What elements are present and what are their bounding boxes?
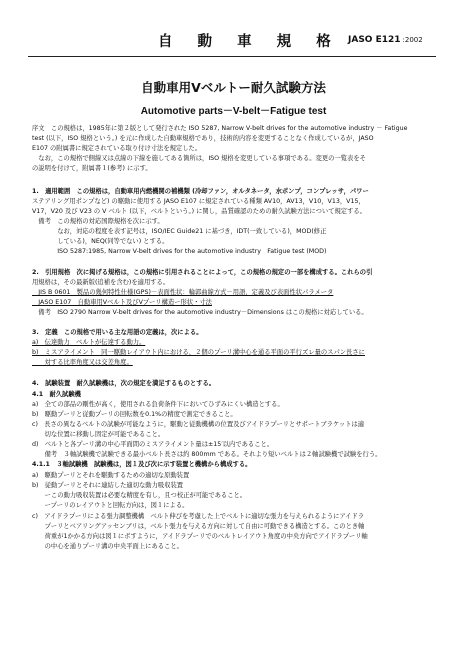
reference-jaso: JASO E107 自動車用Vベルト及びVプーリ構造ー形状・寸法 xyxy=(32,299,212,306)
section-4-line: 4. 試験装置 耐久試験機は，次の規定を満足するものとする。 xyxy=(32,380,216,387)
definition-a: a) 伝達動力 ベルトが伝達する動力。 xyxy=(32,339,146,346)
standard-code xyxy=(348,35,423,45)
list-item: 切な位置に移動し固定が可能であること。 xyxy=(32,431,165,438)
list-item: b) 駆動プーリと従動プーリの回転数を0.1%の精度で測定できること。 xyxy=(32,411,237,418)
note-line: している)，NEQ(同等でない) とする。 xyxy=(32,238,169,245)
note-line: 備考 ISO 2790 Narrow V-belt drives for the automotive industry－Dimensions はこの規格に対応している。 xyxy=(32,309,368,316)
list-item: 荷重が1かかる方向は図１にボすように，アイドラプーリでのベルトレイアウト角度の中央方向でアイドラプーリ軸 xyxy=(32,533,368,540)
definition-b-cont: 対する比率角度又は交差角度。 xyxy=(32,359,133,366)
list-item: a) 全ての部品の剛性が高く，使用される負荷条件下においてひずみにくい構造とする。 xyxy=(32,401,284,408)
list-item: d) ベルトと各プーリ溝の中心平面間のミスアライメント量は±15′以内であること。 xyxy=(32,441,274,448)
standard-year: :2002 xyxy=(402,36,423,44)
document-subtitle: Automotive parts－V-belt－Fatigue test xyxy=(140,106,327,117)
section-4-1-1-line: 4.1.1 ３軸試験機 試験機は，図１及び次に示す装置と機構から構成する。 xyxy=(32,461,252,468)
list-item: a) 駆動プーリとそれを駆動するための適切な原動装置 xyxy=(32,472,190,479)
section-3-line: 3. 定義 この規格で用いる主な用語の定義は，次による。 xyxy=(32,329,203,336)
note-line: 備考 ３軸試験機で試験できる最小ベルト長さは約 800mm である。それより短いベルトは２軸試験機で試験を行う。 xyxy=(32,451,382,458)
text-line: ステアリング用ポンプなど) の駆動に使用する JASO E107 に規定されている種類 AV10，AV13，V10，V13，V15， xyxy=(32,198,365,205)
list-item: b) 従動プーリとそれに連結した適切な動力吸収装置 xyxy=(32,482,184,489)
list-item: ープーリのレイアウトと回転方向は，図１による。 xyxy=(32,502,189,509)
reference-jis: JIS B 0601 製品の幾何特性仕様(GPS)－表面性状：輪郭曲線方式－用語，定義及び表面性状パラメータ xyxy=(32,289,334,296)
note-line: ISO 5287:1985, Narrow V-belt drives for the automotive industry Fatigue test (MOD) xyxy=(32,248,327,255)
list-item: プーリとベアリングアッセンブリは，ベルト張力を与える方向に対して自由に可動できる構造とする。このとき軸 xyxy=(32,523,365,530)
definition-b: b) ミスアライメント 同一駆動レイアウト内における，２個のプーリ溝中心を通る平面の平行ズレ量のスパン長さに xyxy=(32,349,365,356)
standard-title: 自 動 車 規 格 xyxy=(158,34,341,50)
standard-number: JASO E121 xyxy=(348,35,401,45)
section-2-line: 2. 引用規格 次に掲げる規格は，この規格に引用されることによって，この規格の規定の一部を構成する。これらの引 xyxy=(32,269,373,276)
list-item: c) 長さの異なるベルトの試験が可能なように，駆動と従動機構の位置及びアイドラプーリとサポートブラケットは適 xyxy=(32,421,365,428)
text-line: V17，V20 及び V23 の V ベルト (以下，ベルトという。) に関し，品質確認のための耐久試験方法について規定する。 xyxy=(32,208,366,215)
text-line: なお，この規格で側線又は点線の下線を施してある箇所は，ISO 規格を変更している事項である。変更の一覧表をそ xyxy=(32,155,366,162)
note-line: 備考 この規格の対応国際規格を次に示す。 xyxy=(32,218,164,225)
text-line: の説明を付けて，附属書１(参考) に示す。 xyxy=(32,165,152,172)
section-1-line: 1. 適用範囲 この規格は，自動車用内燃機関の補機類 (冷却ファン，オルタネータ，水ポンプ，コンプレッサ，パワー xyxy=(32,188,369,195)
text-line: test (以下，ISO 規格という。) を元に作成した自動車規格であり，技術的内容を変更することなく作成しているが，JASO xyxy=(32,135,374,142)
text-line: 序文 この規格は，1985年に第２版として発行された ISO 5287, Narrow V-belt drives for the automotive industry － Fatigue xyxy=(32,125,408,132)
section-4-1-heading: 4.1 耐久試験機 xyxy=(32,391,81,398)
list-item: ーこの動力吸収装置は必要な精度を有し，且つ校正が可能であること。 xyxy=(32,492,247,499)
document-title: 自動車用Vベルトー耐久試験方法 xyxy=(141,80,326,95)
list-item: c) アイドラプーリによる張力調整機構 ベルト伸びを考慮した上でベルトに適切な張力を与えられるようにアイドラ xyxy=(32,513,365,520)
list-item: の中心を通りプーリ溝の中央平面上にあること。 xyxy=(32,543,183,550)
note-line: なお，対応の程度を表す記号は，ISO/IEC Guide21 に基づき，IDT(一致している)，MOD(修正 xyxy=(32,228,327,235)
text-line: E107 の附属書に規定されている取り付け寸法を規定した。 xyxy=(32,145,202,152)
header-rule xyxy=(28,56,436,57)
text-line: 用規格は，その最新版(追補を含む)を適用する。 xyxy=(32,279,170,286)
